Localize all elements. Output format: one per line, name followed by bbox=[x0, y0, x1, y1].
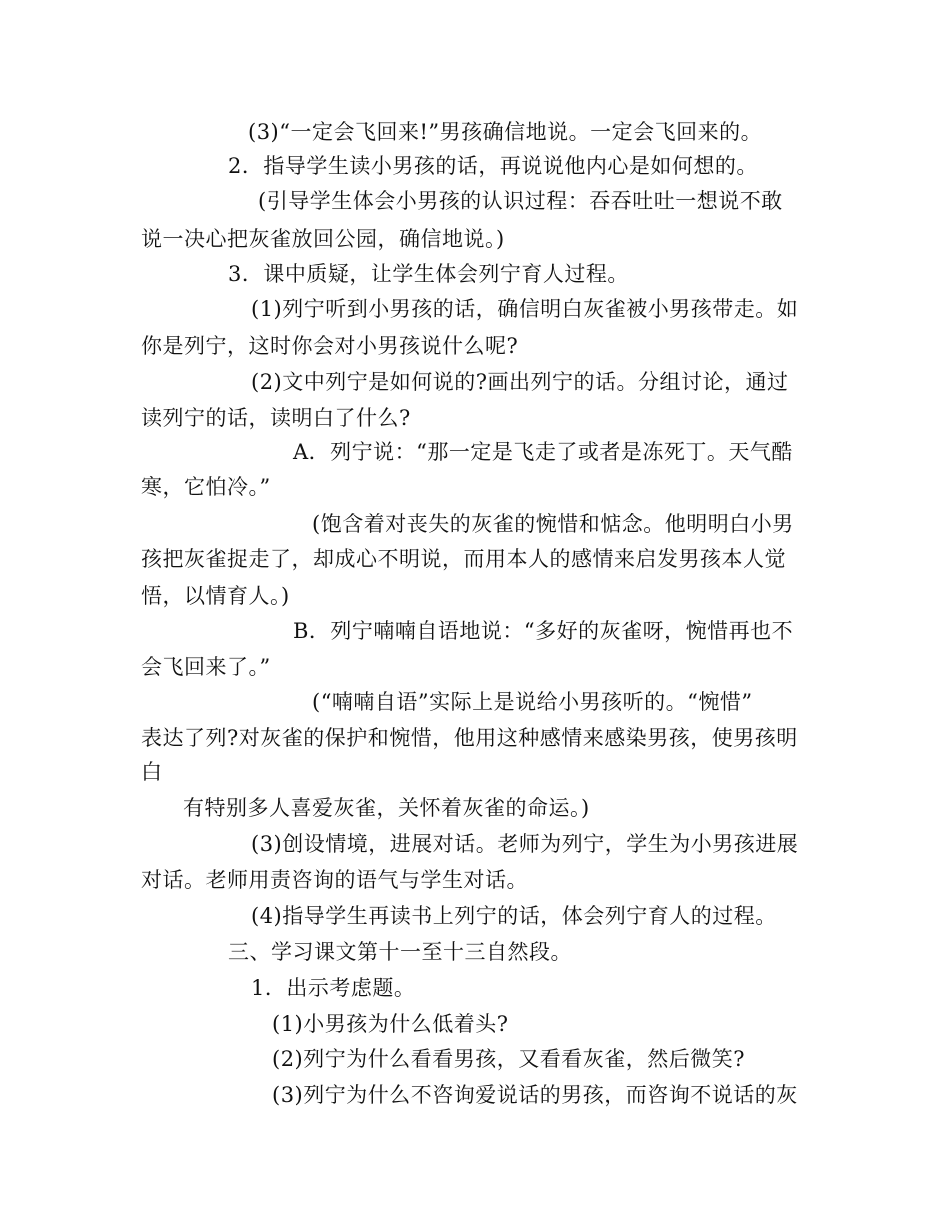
text-line: (3)列宁为什么不咨询爱说话的男孩，而咨询不说话的灰 bbox=[272, 1083, 798, 1107]
text-line: 有特别多人喜爱灰雀，关怀着灰雀的命运。) bbox=[183, 796, 590, 820]
text-line: (2)列宁为什么看看男孩，又看看灰雀，然后微笑? bbox=[272, 1047, 746, 1071]
text-line: 2．指导学生读小男孩的话，再说说他内心是如何想的。 bbox=[228, 154, 758, 178]
text-line: A．列宁说：“那一定是飞走了或者是冻死丁。天气酷 bbox=[293, 440, 793, 464]
text-line: 说一决心把灰雀放回公园，确信地说。) bbox=[141, 227, 505, 251]
text-line: (1)列宁听到小男孩的话，确信明白灰雀被小男孩带走。如 bbox=[251, 297, 799, 321]
text-line: 3．课中质疑，让学生体会列宁育人过程。 bbox=[228, 262, 629, 286]
text-line: (1)小男孩为什么低着头? bbox=[272, 1012, 509, 1036]
text-line: (2)文中列宁是如何说的?画出列宁的话。分组讨论，通过 bbox=[251, 370, 789, 394]
text-line: 表达了列?对灰雀的保护和惋惜，他用这种感情来感染男孩，使男孩明 bbox=[141, 726, 798, 750]
text-line: 会飞回来了。” bbox=[141, 655, 271, 679]
text-line: (饱含着对丧失的灰雀的惋惜和惦念。他明明白小男 bbox=[312, 512, 794, 536]
text-line: 三、学习课文第十一至十三自然段。 bbox=[228, 940, 572, 964]
text-line: 读列宁的话，读明白了什么? bbox=[141, 406, 411, 430]
text-line: 1．出示考虑题。 bbox=[251, 976, 416, 1000]
text-line: 白 bbox=[141, 760, 163, 784]
text-line: 悟，以情育人。) bbox=[141, 584, 290, 608]
text-line: 你是列宁，这时你会对小男孩说什么呢? bbox=[141, 334, 519, 358]
text-line: 孩把灰雀捉走了，却成心不明说，而用本人的感情来启发男孩本人觉 bbox=[141, 547, 786, 571]
text-line: (“喃喃自语”实际上是说给小男孩听的。“惋惜” bbox=[312, 690, 753, 714]
text-line: 寒，它怕冷。” bbox=[141, 475, 271, 499]
text-line: (4)指导学生再读书上列宁的话，体会列宁育人的过程。 bbox=[251, 904, 777, 928]
text-line: 对话。老师用责咨询的语气与学生对话。 bbox=[141, 868, 528, 892]
text-line: (引导学生体会小男孩的认识过程：吞吞吐吐一想说不敢 bbox=[258, 189, 783, 213]
text-line: (3)创设情境，进展对话。老师为列宁，学生为小男孩进展 bbox=[251, 832, 799, 856]
text-line: (3)“一定会飞回来!”男孩确信地说。一定会飞回来的。 bbox=[248, 120, 763, 144]
text-line: B．列宁喃喃自语地说：“多好的灰雀呀，惋惜再也不 bbox=[293, 619, 794, 643]
